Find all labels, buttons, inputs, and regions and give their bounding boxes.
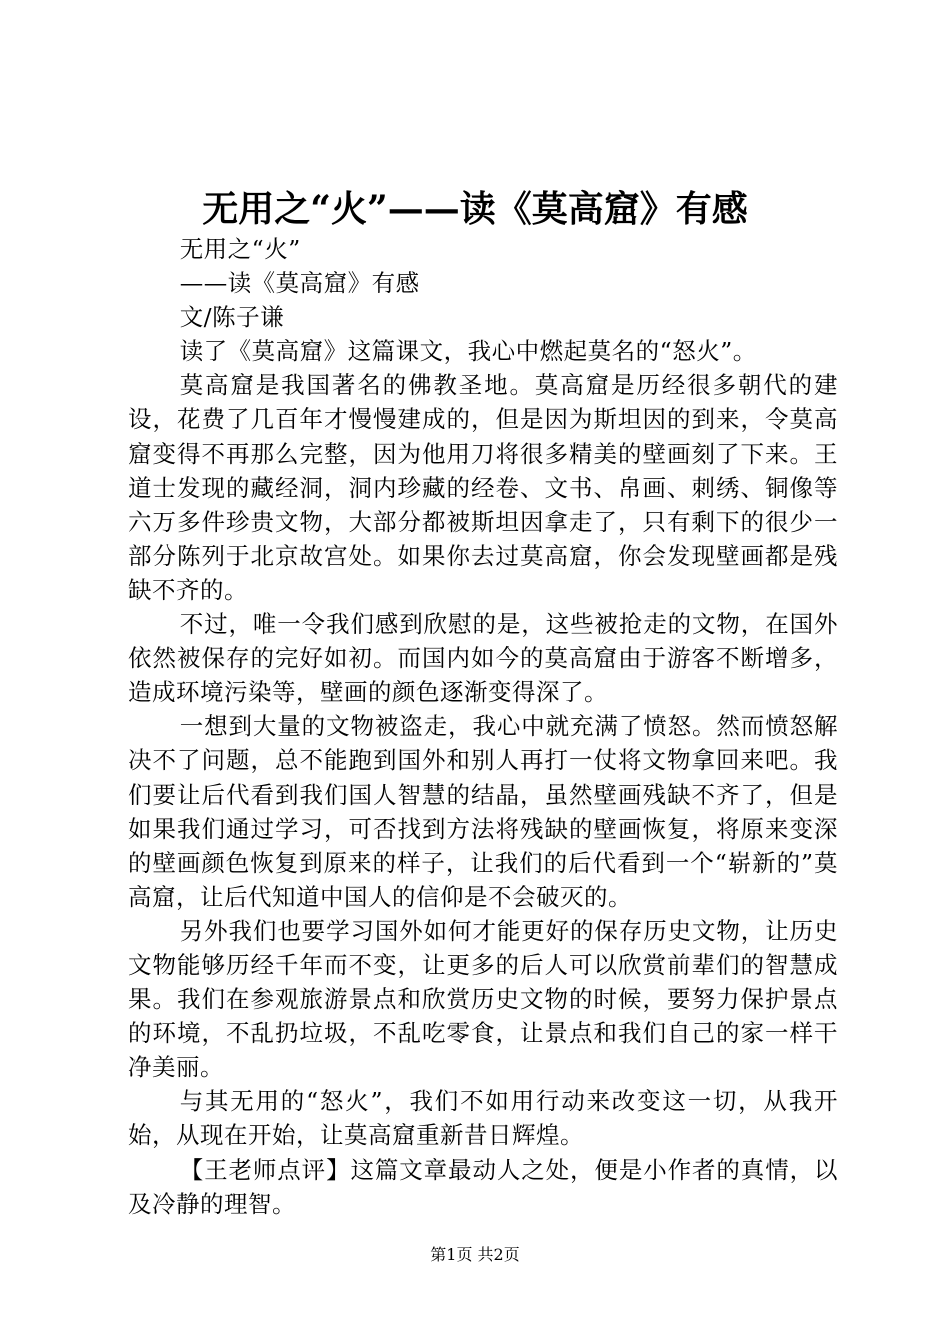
body-paragraph: 另外我们也要学习国外如何才能更好的保存历史文物，让历史文物能够历经千年而不变，让更多的后人可以欣赏前辈们的智慧成果。我们在参观旅游景点和欣赏历史文物的时候，要努力保护景点的环境，不乱扔垃圾，不乱吃零食，让景点和我们自己的家一样干净美丽。 [128,916,838,1082]
body-paragraph: 莫高窟是我国著名的佛教圣地。莫高窟是历经很多朝代的建设，花费了几百年才慢慢建成的，但是因为斯坦因的到来，令莫高窟变得不再那么完整，因为他用刀将很多精美的壁画刻了下来。王道士发现的藏经洞，洞内珍藏的经卷、文书、帛画、刺绣、铜像等六万多件珍贵文物，大部分都被斯坦因拿走了，只有剩下的很少一部分陈列于北京故宫处。如果你去过莫高窟，你会发现壁画都是残缺不齐的。 [128,371,838,604]
author-line: 文/陈子谦 [179,303,285,332]
page-number-footer: 第1页 共2页 [430,1245,520,1264]
body-paragraph: 与其无用的“怒火”，我们不如用行动来改变这一切，从我开始，从现在开始，让莫高窟重新昔日辉煌。 [128,1087,838,1150]
document-body [128,232,838,1221]
body-paragraph: 不过，唯一令我们感到欣慰的是，这些被抢走的文物，在国外依然被保存的完好如初。而国内如今的莫高窟由于游客不断增多，造成环境污染等，壁画的颜色逐渐变得深了。 [128,610,838,707]
body-paragraph: 一想到大量的文物被盗走，我心中就充满了愤怒。然而愤怒解决不了问题，总不能跑到国外和别人再打一仗将文物拿回来吧。我们要让后代看到我们国人智慧的结晶，虽然壁画残缺不齐了，但是如果我们通过学习，可否找到方法将残缺的壁画恢复，将原来变深的壁画颜色恢复到原来的样子，让我们的后代看到一个“崭新的”莫高窟，让后代知道中国人的信仰是不会破灭的。 [128,712,838,911]
teacher-comment: 【王老师点评】这篇文章最动人之处，便是小作者的真情，以及冷静的理智。 [128,1155,838,1218]
body-paragraph: 读了《莫高窟》这篇课文，我心中燃起莫名的“怒火”。 [179,337,757,366]
document-title: 无用之“火”——读《莫高窟》有感 [202,188,748,230]
subtitle-line: ——读《莫高窟》有感 [179,269,420,298]
subtitle-line: 无用之“火” [179,235,301,263]
